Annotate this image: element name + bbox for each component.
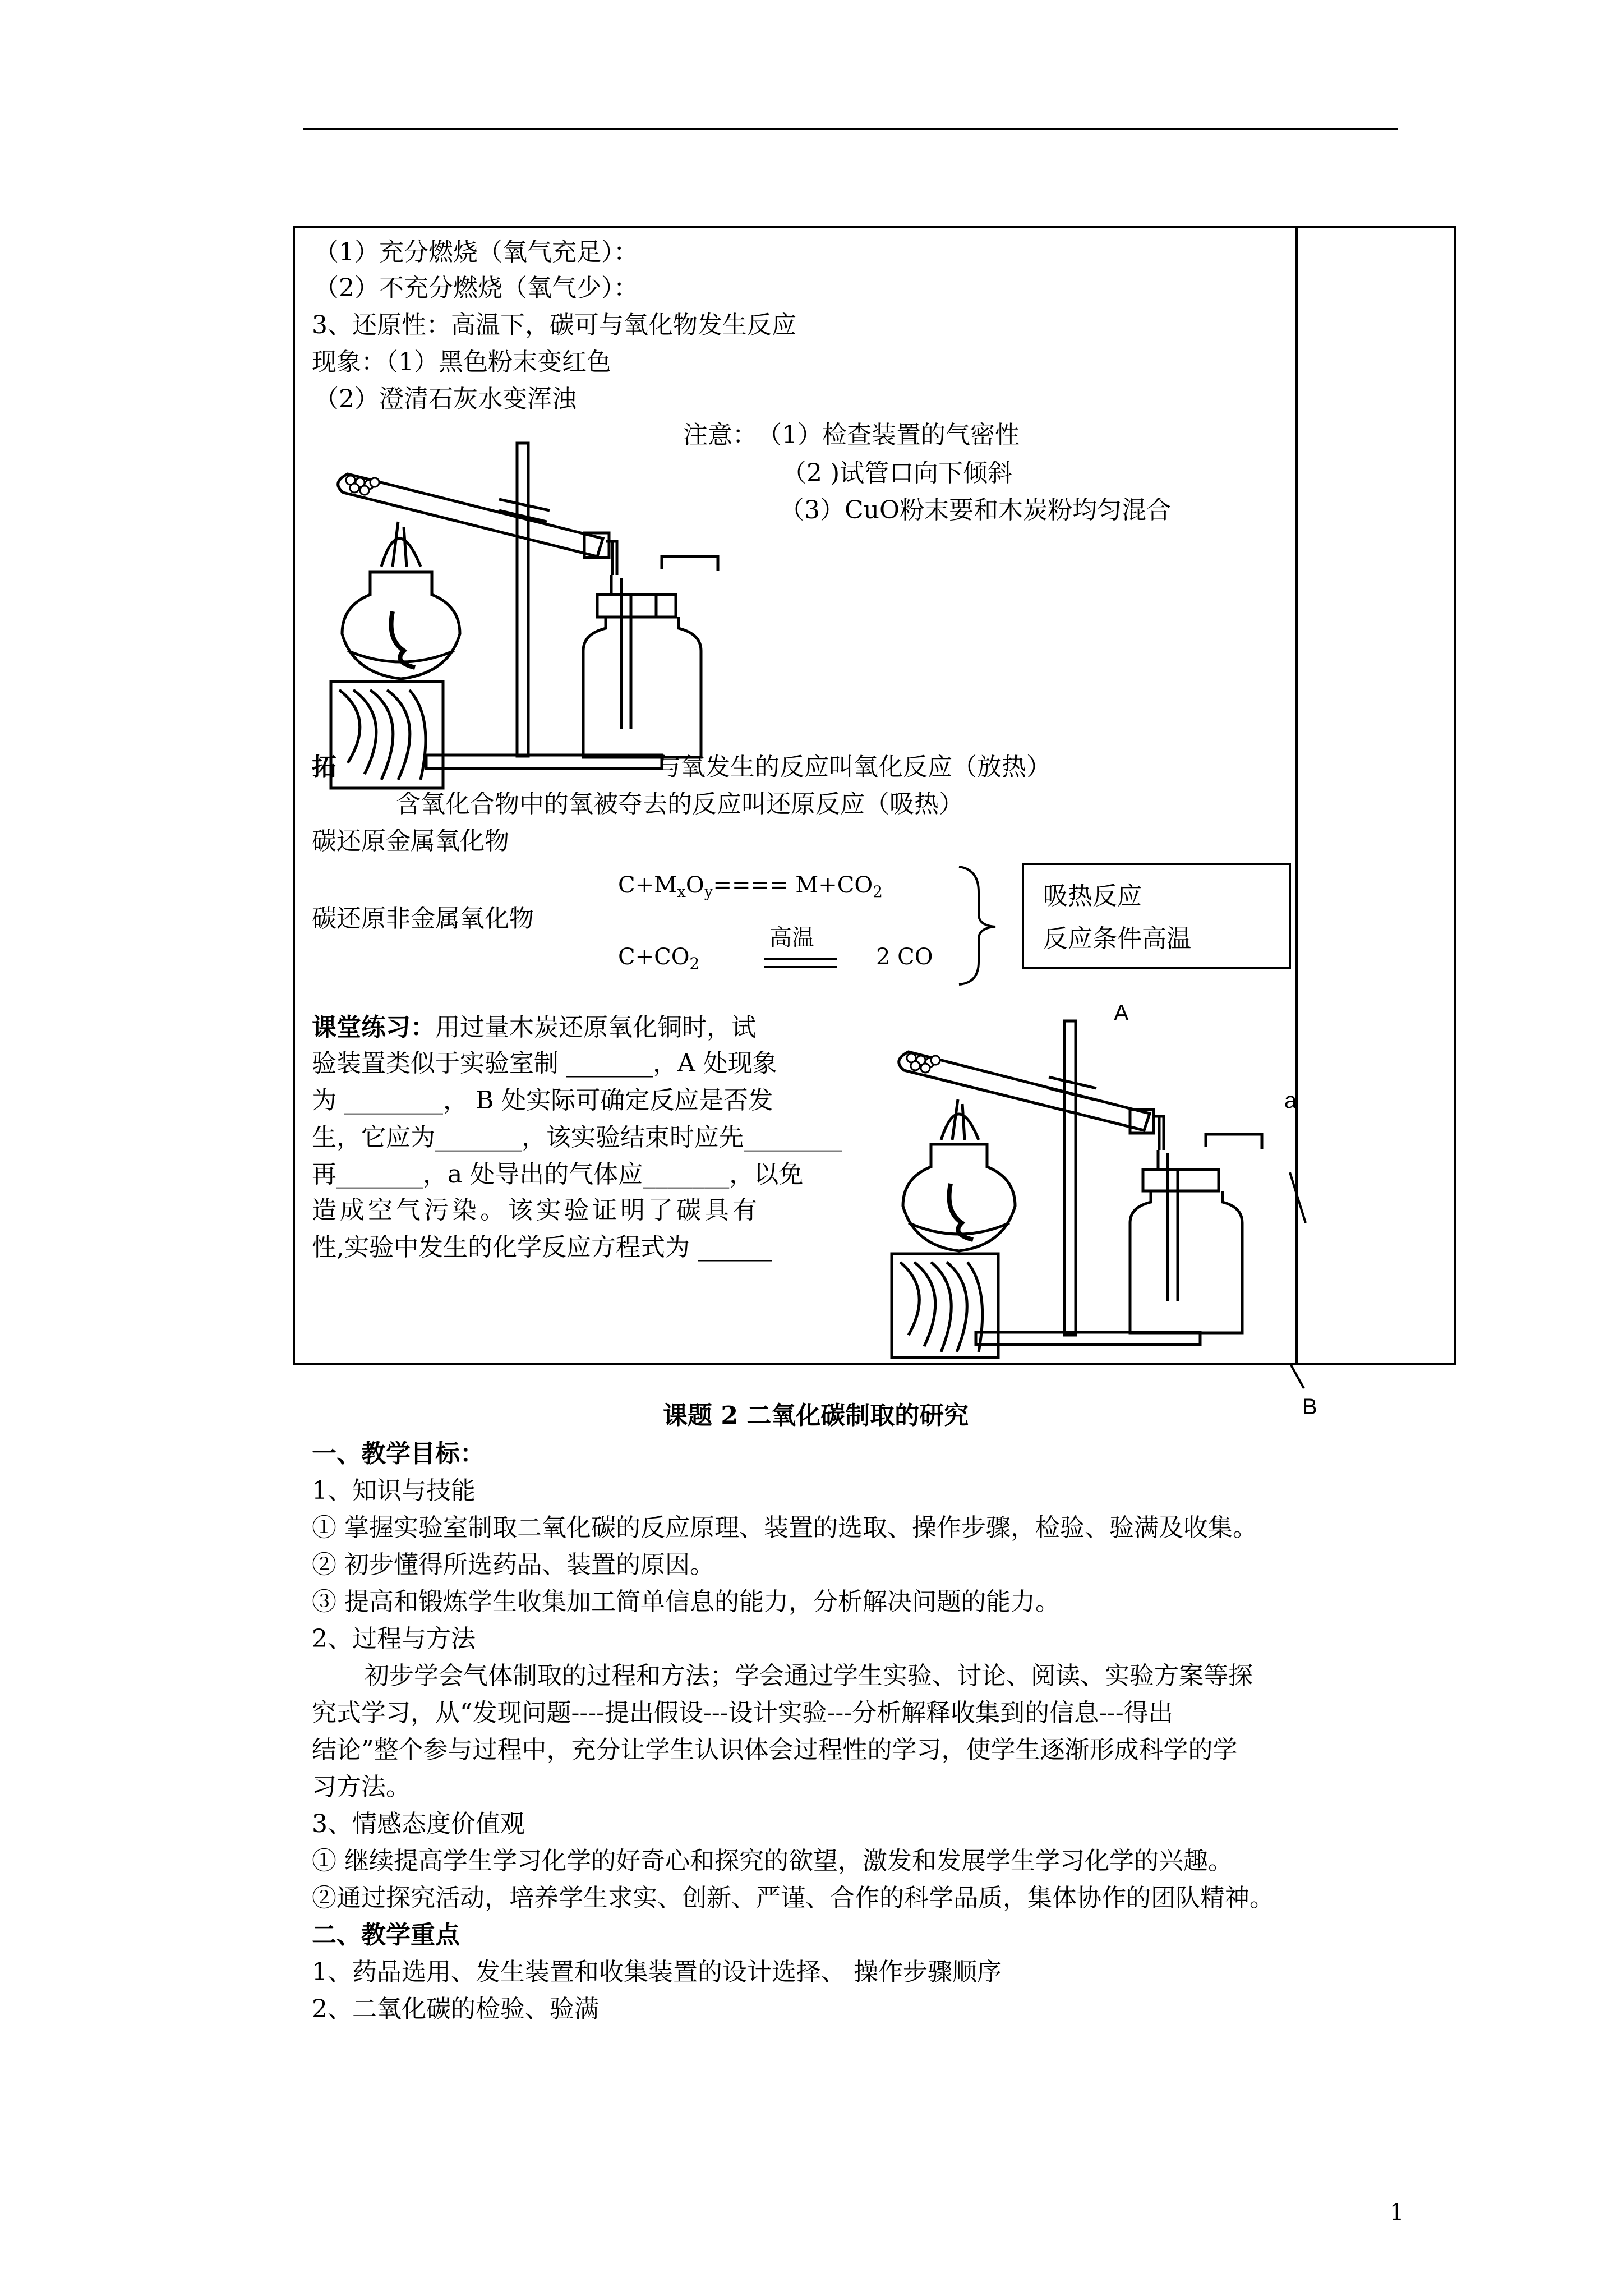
expand-line-1: 与氧发生的反应叫氧化反应（放热） [656,753,1051,781]
item-8: ②通过探究活动，培养学生求实、创新、严谨、合作的科学品质，集体协作的团队精神。 [312,1884,1274,1912]
expand-prefix: 拓 [312,753,336,781]
table-border-right [1454,226,1456,1365]
exercise-line-6: 造成空气污染。该实验证明了碳具有 [312,1196,760,1225]
text-line-4: 现象：（1）黑色粉末变红色 [312,348,611,376]
item-4: ③ 提高和锻炼学生收集加工简单信息的能力，分析解决问题的能力。 [312,1588,1060,1616]
equation-metal: $C+M_xO_y==== M+CO_2$ [618,872,883,901]
item-2: ① 掌握实验室制取二氧化碳的反应原理、装置的选取、操作步骤，检验、验满及收集。 [312,1513,1257,1542]
heading-objectives: 一、教学目标： [312,1439,485,1468]
equation-sign-1 [764,958,837,960]
exercise-line-3: 为 ________， B 处实际可确定反应是否发 [312,1086,773,1115]
table-border-left [293,226,295,1365]
text-line-3: 3、还原性：高温下，碳可与氧化物发生反应 [312,311,796,339]
notes-label: 注意： [683,421,757,449]
note-item-3: （3）CuO粉末要和木炭粉均匀混合 [780,496,1172,524]
exercise-line-4: 生，它应为_______，该实验结束时应先________ [312,1123,842,1152]
item-10: 2、二氧化碳的检验、验满 [312,1995,599,2023]
condition-box [1022,863,1291,969]
apparatus-figure-2 [875,1010,1279,1358]
item-1: 1、知识与技能 [312,1476,476,1505]
equation-condition: 高温 [769,925,814,951]
para-line-1: 初步学会气体制取的过程和方法；学会通过学生实验、讨论、阅读、实验方案等探 [365,1662,1253,1690]
condition-box-line-1: 吸热反应 [1043,882,1142,910]
exercise-line-2: 验装置类似于实验室制 _______，A 处现象 [312,1049,777,1078]
condition-box-line-2: 反应条件高温 [1043,924,1191,953]
item-6: 3、情感态度价值观 [312,1810,525,1838]
para-line-4: 习方法。 [312,1773,411,1801]
curly-brace [953,864,998,987]
pointer-lines [1279,1167,1324,1402]
para-line-2: 究式学习，从“发现问题----提出假设---设计实验---分析解释收集到的信息---得出 [312,1699,1173,1727]
metal-oxide-label: 碳还原金属氧化物 [312,827,509,855]
item-7: ① 继续提高学生学习化学的好奇心和探究的欲望，激发和发展学生学习化学的兴趣。 [312,1847,1233,1875]
item-5: 2、过程与方法 [312,1625,476,1653]
text-line-5: （2）澄清石灰水变浑浊 [314,385,577,413]
label-A: A [1114,1001,1129,1025]
heading-key-points: 二、教学重点 [312,1921,460,1949]
note-item-2: （2 )试管口向下倾斜 [782,459,1013,487]
label-B: B [1302,1395,1317,1419]
item-3: ② 初步懂得所选药品、装置的原因。 [312,1550,714,1579]
exercise-line-7: 性,实验中发生的化学反应方程式为 ______ [312,1233,772,1262]
item-9: 1、药品选用、发生装置和收集装置的设计选择、 操作步骤顺序 [312,1958,1002,1986]
text-line-2: （2）不充分燃烧（氧气少）： [314,274,638,302]
lesson-title: 课题 2 二氧化碳制取的研究 [663,1401,969,1430]
text-line-1: （1）充分燃烧（氧气充足）： [314,238,638,266]
exercise-line-1: 课堂练习：用过量木炭还原氧化铜时，试 [312,1013,756,1042]
equation-nonmetal-left: $C+CO_2$ [618,944,700,973]
expand-line-2: 含氧化合物中的氧被夺去的反应叫还原反应（吸热） [396,790,963,818]
exercise-line-5: 再_______，a 处导出的气体应_______，以免 [312,1160,804,1189]
page-number: 1 [1390,2200,1404,2225]
note-item-1: （1）检查装置的气密性 [757,421,1020,449]
table-border-top [293,226,1456,228]
para-line-3: 结论”整个参与过程中，充分让学生认识体会过程性的学习，使学生逐渐形成科学的学 [312,1736,1238,1764]
apparatus-figure-1 [314,426,740,785]
label-a: a [1284,1088,1297,1113]
equation-sign-2 [764,966,837,968]
nonmetal-oxide-label: 碳还原非金属氧化物 [312,904,534,933]
header-rule [303,128,1398,130]
equation-nonmetal-right: 2 CO [876,944,933,970]
